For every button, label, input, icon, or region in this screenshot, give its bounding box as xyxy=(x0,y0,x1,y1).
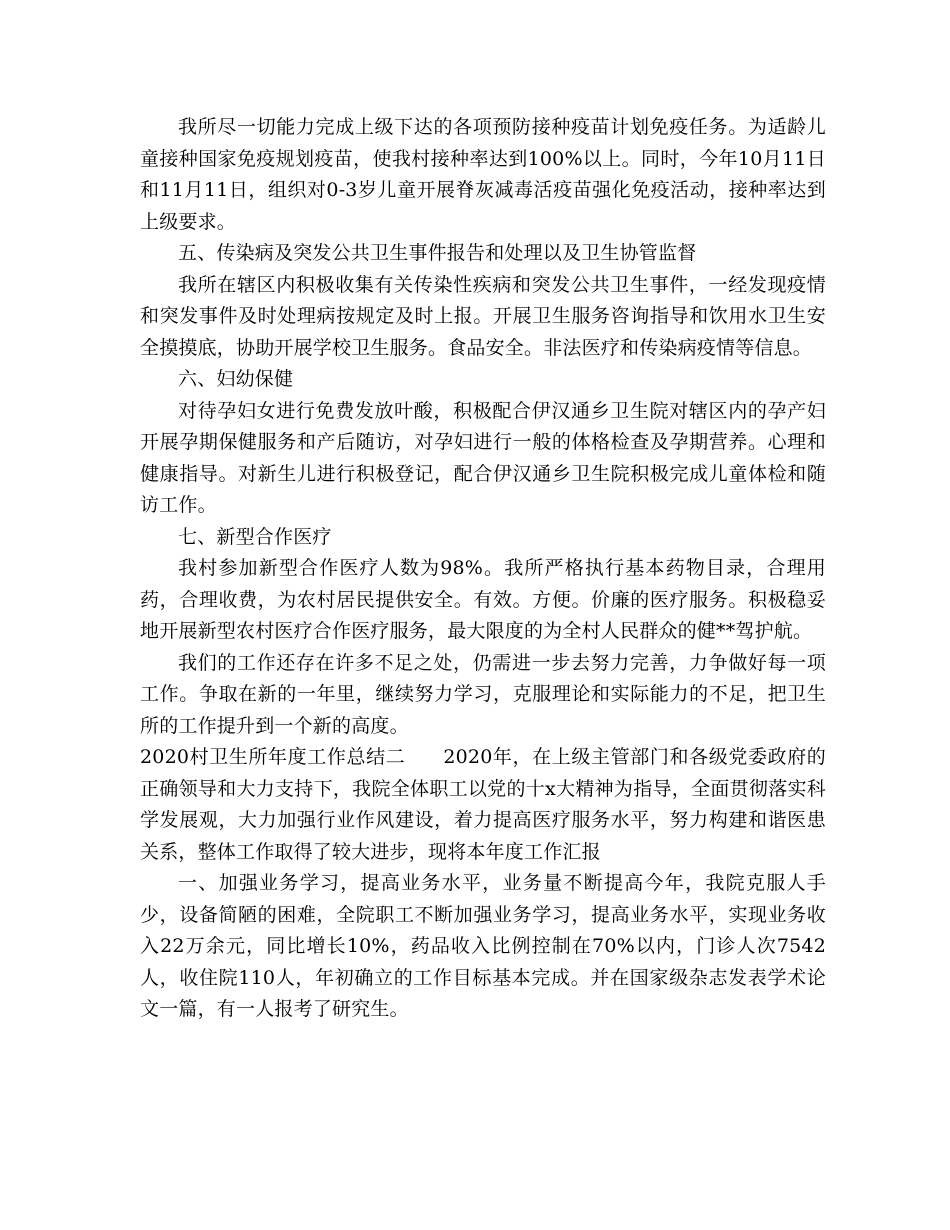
summary-intro: 2020年，在上级主管部门和各级党委政府的正确领导和大力支持下，我院全体职工以党的十x大精神为指导，全面贯彻落实科学发展观，大力加强行业作风建设，着力提高医疗服务水平，努力构建和谐医患关系，整体工作取得了较大进步，现将本年度工作汇报 xyxy=(140,746,826,863)
heading-section-seven: 七、新型合作医疗 xyxy=(178,525,332,548)
paragraph-section-one: 一、加强业务学习，提高业务水平，业务量不断提高今年，我院克服人手少，设备简陋的困难，全院职工不断加强业务学习，提高业务水平，实现业务收入22万余元，同比增长10%，药品收入比例控制在70%以内，门诊人次7542人，收住院110人，年初确立的工作目标基本完成。并在国家级杂志发表学术论文一篇，有一人报考了研究生。 xyxy=(140,872,826,1020)
paragraph-immunization: 我所尽一切能力完成上级下达的各项预防接种疫苗计划免疫任务。为适龄儿童接种国家免疫规划疫苗，使我村接种率达到100%以上。同时，今年10月11日和11月11日，组织对0-3岁儿童开展脊灰减毒活疫苗强化免疫活动，接种率达到上级要求。 xyxy=(140,116,826,233)
heading-section-five: 五、传染病及突发公共卫生事件报告和处理以及卫生协管监督 xyxy=(178,242,697,264)
paragraph-maternal-child-health: 对待孕妇女进行免费发放叶酸，积极配合伊汉通乡卫生院对辖区内的孕产妇开展孕期保健服务和产后随访，对孕妇进行一般的体格检查及孕期营养。心理和健康指导。对新生儿进行积极登记，配合伊汉通乡卫生院积极完成儿童体检和随访工作。 xyxy=(140,399,826,516)
summary-title: 2020村卫生所年度工作总结二 xyxy=(140,746,406,768)
paragraph-infectious-disease: 我所在辖区内积极收集有关传染性疾病和突发公共卫生事件，一经发现疫情和突发事件及时处理病按规定及时上报。开展卫生服务咨询指导和饮用水卫生安全摸摸底，协助开展学校卫生服务。食品安全。非法医疗和传染病疫情等信息。 xyxy=(140,273,826,359)
heading-section-six: 六、妇幼保健 xyxy=(178,368,294,390)
paragraph-summary-two xyxy=(140,742,826,868)
paragraph-shortcomings: 我们的工作还存在许多不足之处，仍需进一步去努力完善，力争做好每一项工作。争取在新的一年里，继续努力学习，克服理论和实际能力的不足，把卫生所的工作提升到一个新的高度。 xyxy=(140,651,826,737)
document-body xyxy=(140,112,826,1026)
paragraph-cooperative-medical: 我村参加新型合作医疗人数为98%。我所严格执行基本药物目录，合理用药，合理收费，为农村居民提供安全。有效。方便。价廉的医疗服务。积极稳妥地开展新型农村医疗合作医疗服务，最大限度的为全村人民群众的健**驾护航。 xyxy=(140,557,826,642)
